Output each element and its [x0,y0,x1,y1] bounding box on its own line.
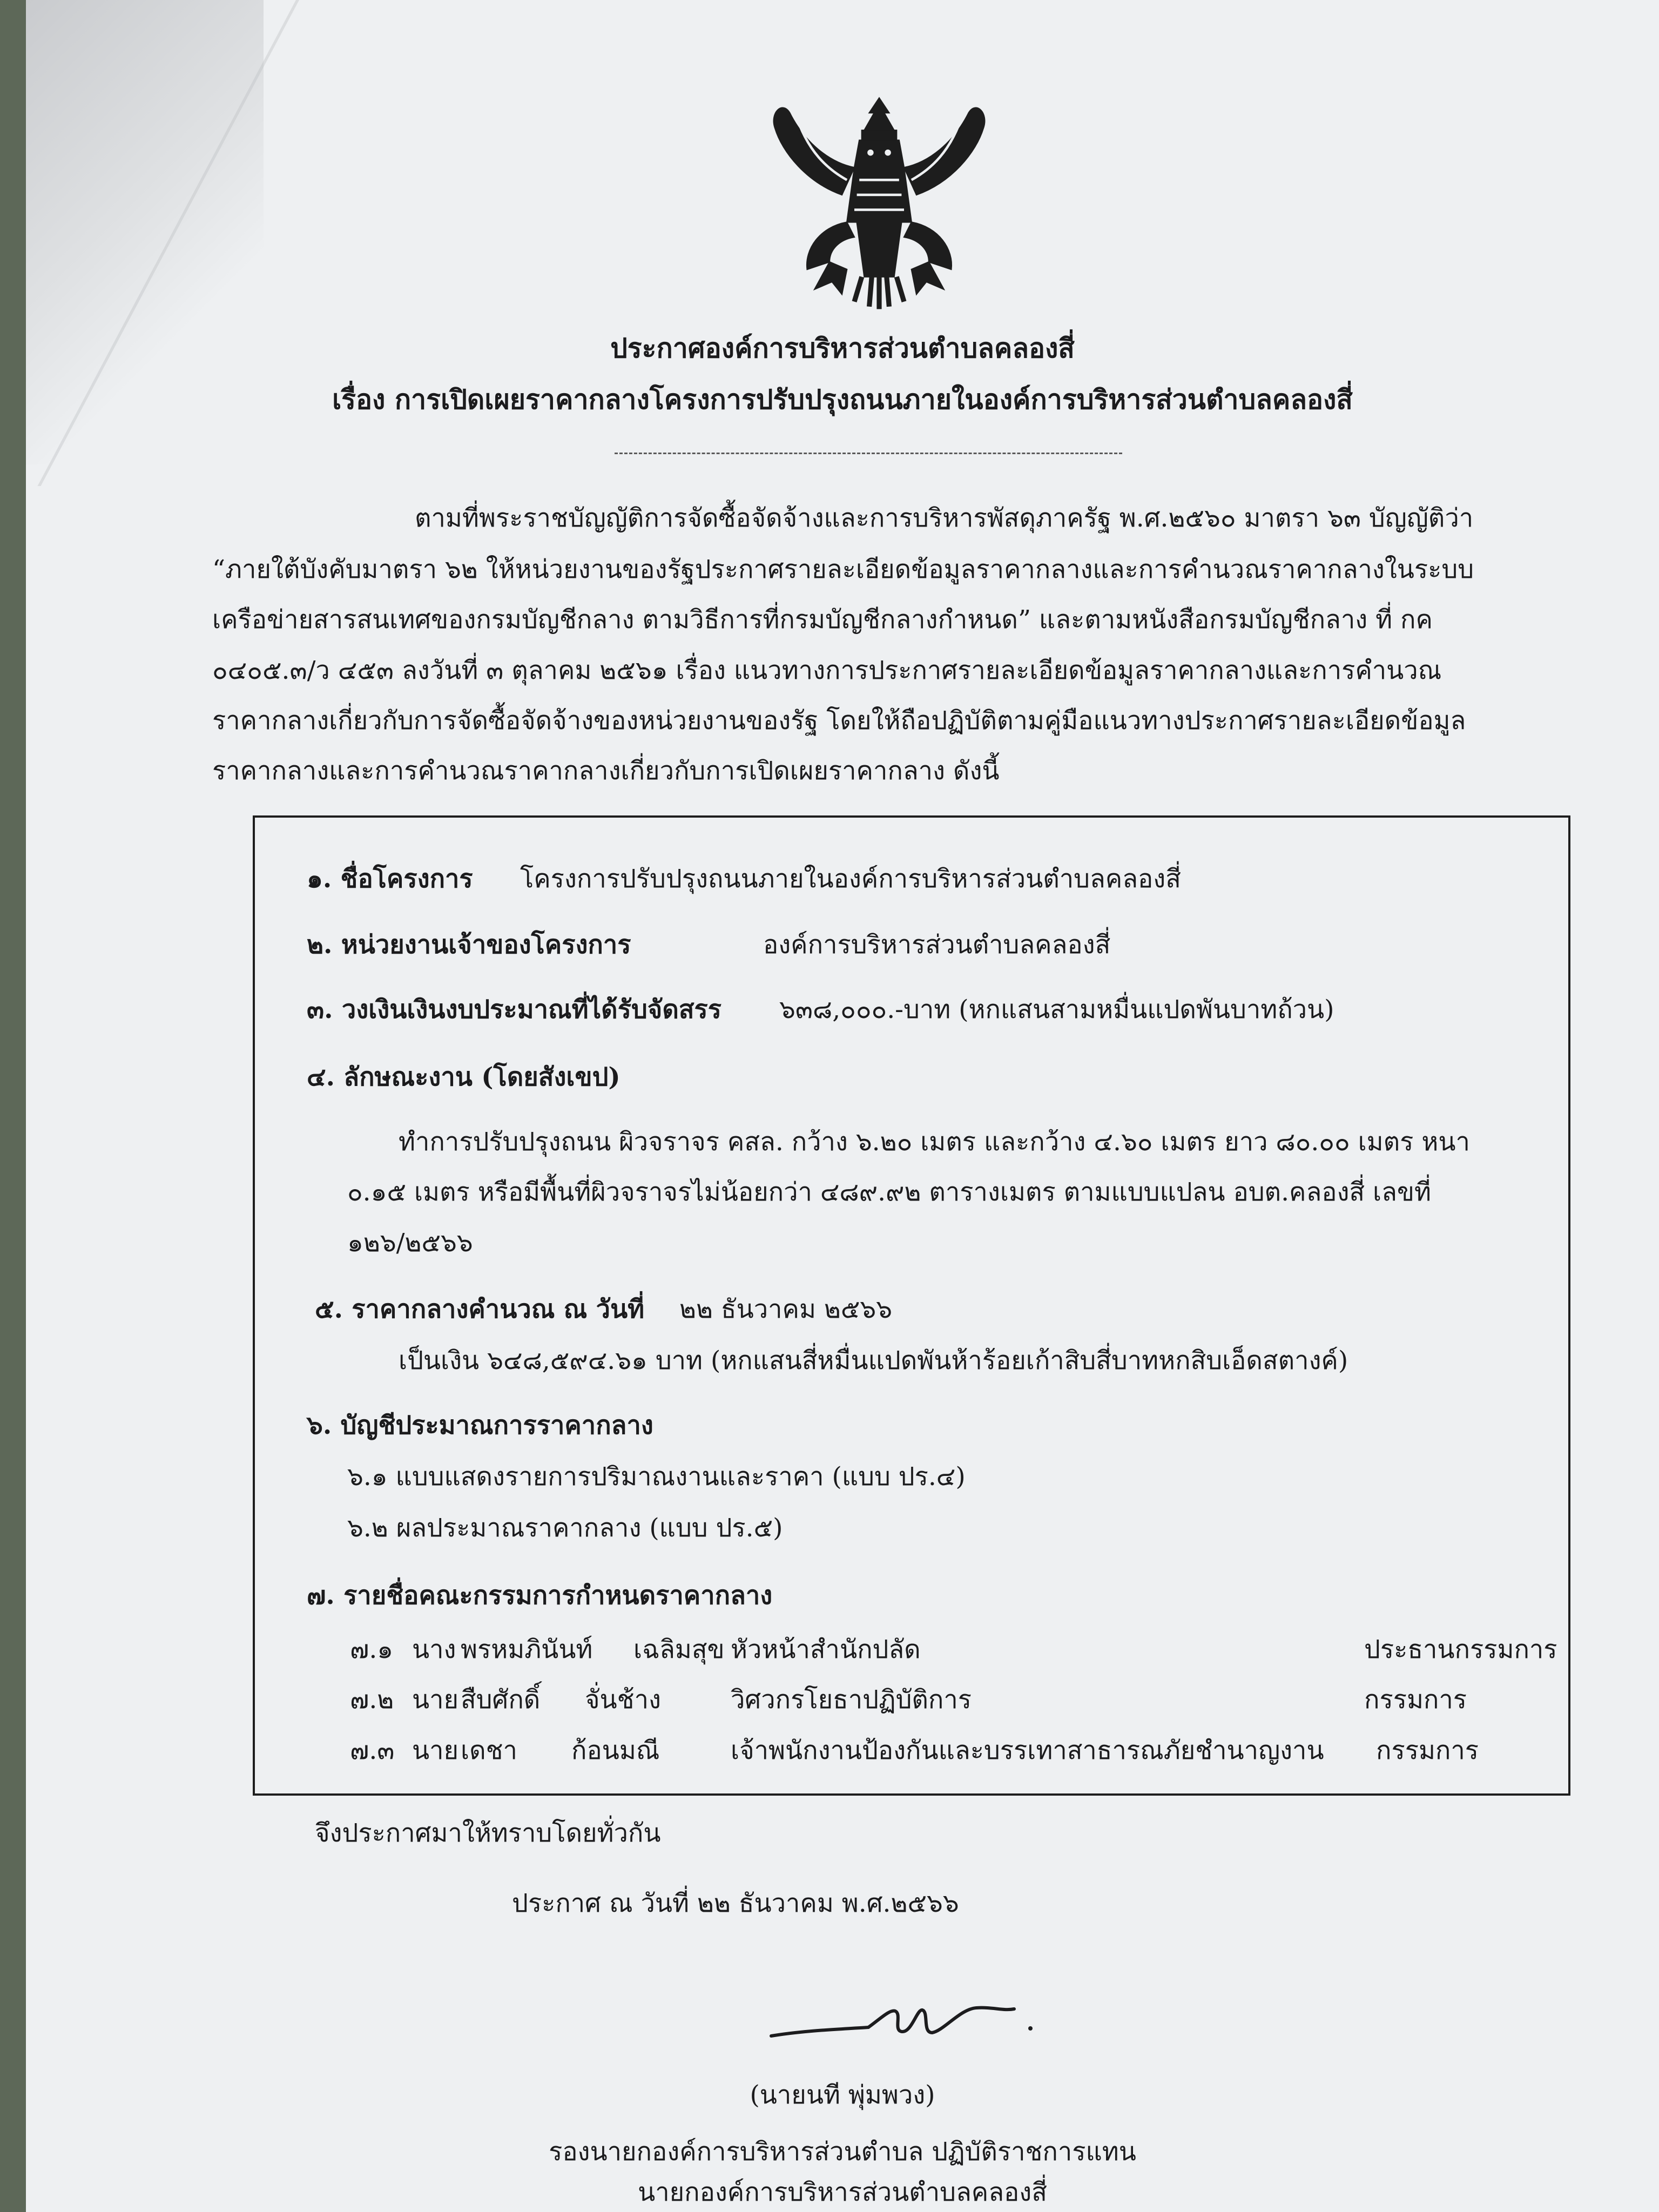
garuda-emblem-icon [755,76,1003,324]
item-1-value: โครงการปรับปรุงถนนภายในองค์การบริหารส่วนตำบลคลองสี่ [520,864,1181,894]
item-2-label: ๒. หน่วยงานเจ้าของโครงการ [307,930,631,960]
item-4-line: ทำการปรับปรุงถนน ผิวจราจร คสล. กว้าง ๖.๒๐ เมตร และกว้าง ๔.๖๐ เมตร ยาว ๘๐.๐๐ เมตร หนา [399,1127,1470,1157]
member-number: ๗.๒ [350,1685,394,1715]
closing-statement: จึงประกาศมาให้ทราบโดยทั่วกัน [315,1818,661,1848]
announcement-subject: เรื่อง การเปิดเผยราคากลางโครงการปรับปรุงถนนภายในองค์การบริหารส่วนตำบลคลองสี่ [332,383,1353,415]
handwritten-signature [760,1987,1052,2052]
member-last-name: จั่นช้าง [585,1685,661,1715]
member-first-name: เดชา [461,1736,517,1765]
signer-position: รองนายกองค์การบริหารส่วนตำบล ปฏิบัติราชการแทน [549,2137,1136,2167]
dashed-divider [615,453,1122,454]
announcement-title: ประกาศองค์การบริหารส่วนตำบลคลองสี่ [610,332,1075,364]
member-position: วิศวกรโยธาปฏิบัติการ [731,1685,972,1715]
member-position: หัวหน้าสำนักปลัด [731,1635,921,1664]
member-role: กรรมการ [1364,1685,1467,1715]
item-7-label: ๗. รายชื่อคณะกรรมการกำหนดราคากลาง [307,1581,773,1610]
member-title: นาย [412,1685,459,1715]
member-number: ๗.๓ [350,1736,395,1765]
member-number: ๗.๑ [350,1635,394,1664]
member-last-name: เฉลิมสุข [633,1635,725,1664]
signer-position-2: นายกองค์การบริหารส่วนตำบลคลองสี่ [638,2177,1047,2207]
member-role: กรรมการ [1376,1736,1479,1765]
intro-line: เครือข่ายสารสนเทศของกรมบัญชีกลาง ตามวิธีการที่กรมบัญชีกลางกำหนด” และตามหนังสือกรมบัญชีกลาง ที่ กค [212,605,1433,635]
member-role: ประธานกรรมการ [1364,1635,1557,1664]
member-first-name: พรหมภินันท์ [461,1635,593,1664]
item-4-line: ๑๒๖/๒๕๖๖ [347,1228,473,1258]
member-title: นาย [412,1736,459,1765]
document-page [26,0,1659,2212]
item-6-sub: ๖.๑ แบบแสดงรายการปริมาณงานและราคา (แบบ ปร.๔) [347,1462,966,1492]
item-2-value: องค์การบริหารส่วนตำบลคลองสี่ [763,930,1111,960]
intro-line: ๐๔๐๕.๓/ว ๔๕๓ ลงวันที่ ๓ ตุลาคม ๒๕๖๑ เรื่อง แนวทางการประกาศรายละเอียดข้อมูลราคากลางและการคำนวณ [212,656,1442,685]
intro-line: ตามที่พระราชบัญญัติการจัดซื้อจัดจ้างและการบริหารพัสดุภาครัฐ พ.ศ.๒๕๖๐ มาตรา ๖๓ บัญญัติว่า [415,503,1474,533]
item-4-label: ๔. ลักษณะงาน (โดยสังเขป) [307,1062,621,1092]
item-4-line: ๐.๑๕ เมตร หรือมีพื้นที่ผิวจราจรไม่น้อยกว่า ๔๘๙.๙๒ ตารางเมตร ตามแบบแปลน อบต.คลองสี่ เลขที่ [347,1177,1432,1207]
member-title: นาง [412,1635,456,1664]
item-3-label: ๓. วงเงินเงินงบประมาณที่ได้รับจัดสรร [307,995,722,1024]
intro-line: ราคากลางและการคำนวณราคากลางเกี่ยวกับการเปิดเผยราคากลาง ดังนี้ [212,756,1000,786]
announcement-date: ประกาศ ณ วันที่ ๒๒ ธันวาคม พ.ศ.๒๕๖๖ [512,1889,959,1918]
intro-line: “ภายใต้บังคับมาตรา ๖๒ ให้หน่วยงานของรัฐประกาศรายละเอียดข้อมูลราคากลางและการคำนวณราคากลางในระบบ [212,555,1474,584]
signer-name: (นายนที พุ่มพวง) [750,2080,935,2110]
item-3-value: ๖๓๘,๐๐๐.-บาท (หกแสนสามหมื่นแปดพันบาทถ้วน) [779,995,1334,1024]
intro-line: ราคากลางเกี่ยวกับการจัดซื้อจัดจ้างของหน่วยงานของรัฐ โดยให้ถือปฏิบัติตามคู่มือแนวทางประกาศรายละเอียดข้อมูล [212,706,1466,736]
item-1-label: ๑. ชื่อโครงการ [307,864,473,894]
member-last-name: ก้อนมณี [571,1736,660,1765]
member-position: เจ้าพนักงานป้องกันและบรรเทาสาธารณภัยชำนาญงาน [731,1736,1324,1765]
item-5-label: ๕. ราคากลางคำนวณ ณ วันที่ [315,1294,645,1324]
item-6-label: ๖. บัญชีประมาณการราคากลาง [307,1411,653,1440]
item-5-amount: เป็นเงิน ๖๔๘,๕๙๔.๖๑ บาท (หกแสนสี่หมื่นแปดพันห้าร้อยเก้าสิบสี่บาทหกสิบเอ็ดสตางค์) [399,1346,1348,1375]
item-5-date: ๒๒ ธันวาคม ๒๕๖๖ [679,1294,893,1324]
member-first-name: สืบศักดิ์ [461,1685,541,1715]
item-6-sub: ๖.๒ ผลประมาณราคากลาง (แบบ ปร.๕) [347,1513,783,1543]
